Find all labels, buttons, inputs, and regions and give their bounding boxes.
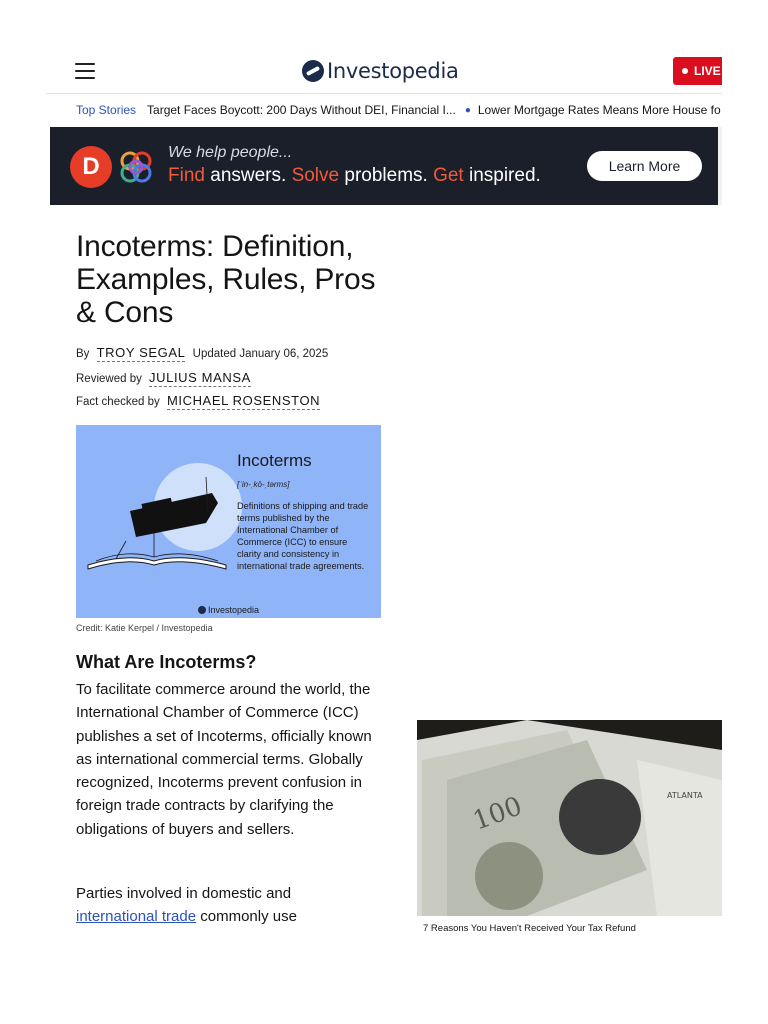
ticker-story-1[interactable]: Target Faces Boycott: 200 Days Without DEI, Financial I... <box>147 103 456 117</box>
article-title: Incoterms: Definition, Examples, Rules, Pros & Cons <box>76 230 376 329</box>
knot-logo-icon <box>116 147 156 187</box>
site-header <box>46 46 722 94</box>
ticker-story-2[interactable]: Lower Mortgage Rates Means More House fo <box>477 103 721 117</box>
section-heading: What Are Incoterms? <box>76 652 257 672</box>
live-button[interactable] <box>673 57 722 85</box>
top-stories-ticker <box>76 101 722 119</box>
byline-reviewer: Reviewed by JULIUS MANSA <box>76 370 251 385</box>
investopedia-logo-icon <box>302 60 324 82</box>
byline-author: By TROY SEGAL Updated January 06, 2025 <box>76 345 329 360</box>
banner-ad[interactable] <box>50 127 718 205</box>
ad-headline: Find answers. Solve problems. Get inspired. <box>168 165 541 186</box>
byline-fact-checker: Fact checked by MICHAEL ROSENSTON <box>76 393 321 408</box>
paragraph-2: Parties involved in domestic and international trade commonly use <box>76 885 297 926</box>
image-credit: Credit: Katie Kerpel / Investopedia <box>76 623 213 633</box>
svg-text:ATLANTA: ATLANTA <box>667 791 703 800</box>
hero-term: Incoterms <box>237 451 312 470</box>
international-trade-link[interactable]: international trade <box>76 908 197 926</box>
reviewer-link[interactable]: JULIUS MANSA <box>149 370 251 385</box>
logo-text: Investopedia <box>327 59 459 83</box>
svg-text:100: 100 <box>469 791 527 837</box>
hero-phonetic: [ˈin-ˌkō-ˌtərms] <box>237 480 290 489</box>
live-dot-icon <box>682 68 688 74</box>
banner-divider <box>718 127 722 205</box>
ship-on-book-illustration <box>86 465 236 575</box>
author-link[interactable]: TROY SEGAL <box>96 345 186 360</box>
hero-brand: Investopedia <box>198 605 259 615</box>
hero-image <box>76 425 381 618</box>
hero-definition: Definitions of shipping and trade terms published by the International Chamber of Commerce (ICC) to ensure clarity and consistency in international trade agreements. <box>237 501 369 571</box>
top-stories-label[interactable]: Top Stories <box>76 103 137 117</box>
video-caption[interactable]: 7 Reasons You Haven't Received Your Tax Refund <box>417 916 722 934</box>
video-player[interactable] <box>417 720 722 916</box>
updated-date: Updated January 06, 2025 <box>192 348 329 360</box>
menu-icon[interactable] <box>75 63 95 79</box>
site-logo[interactable] <box>302 58 459 84</box>
play-button[interactable] <box>559 779 641 855</box>
bullet-icon: ● <box>464 104 471 116</box>
advertiser-logo: D <box>70 146 112 188</box>
paragraph-1: To facilitate commerce around the world, the International Chamber of Commerce (ICC) publishes a set of Incoterms, officially known as international commercial terms. Globally recognized, Incoterms prevent confusion in foreign trade contracts by clarifying the obligations of buyers and sellers. <box>76 681 372 838</box>
ad-tagline: We help people... <box>168 144 293 161</box>
learn-more-button[interactable]: Learn More <box>587 151 702 181</box>
fact-checker-link[interactable]: MICHAEL ROSENSTON <box>166 393 321 408</box>
live-label: LIVE <box>694 64 721 78</box>
